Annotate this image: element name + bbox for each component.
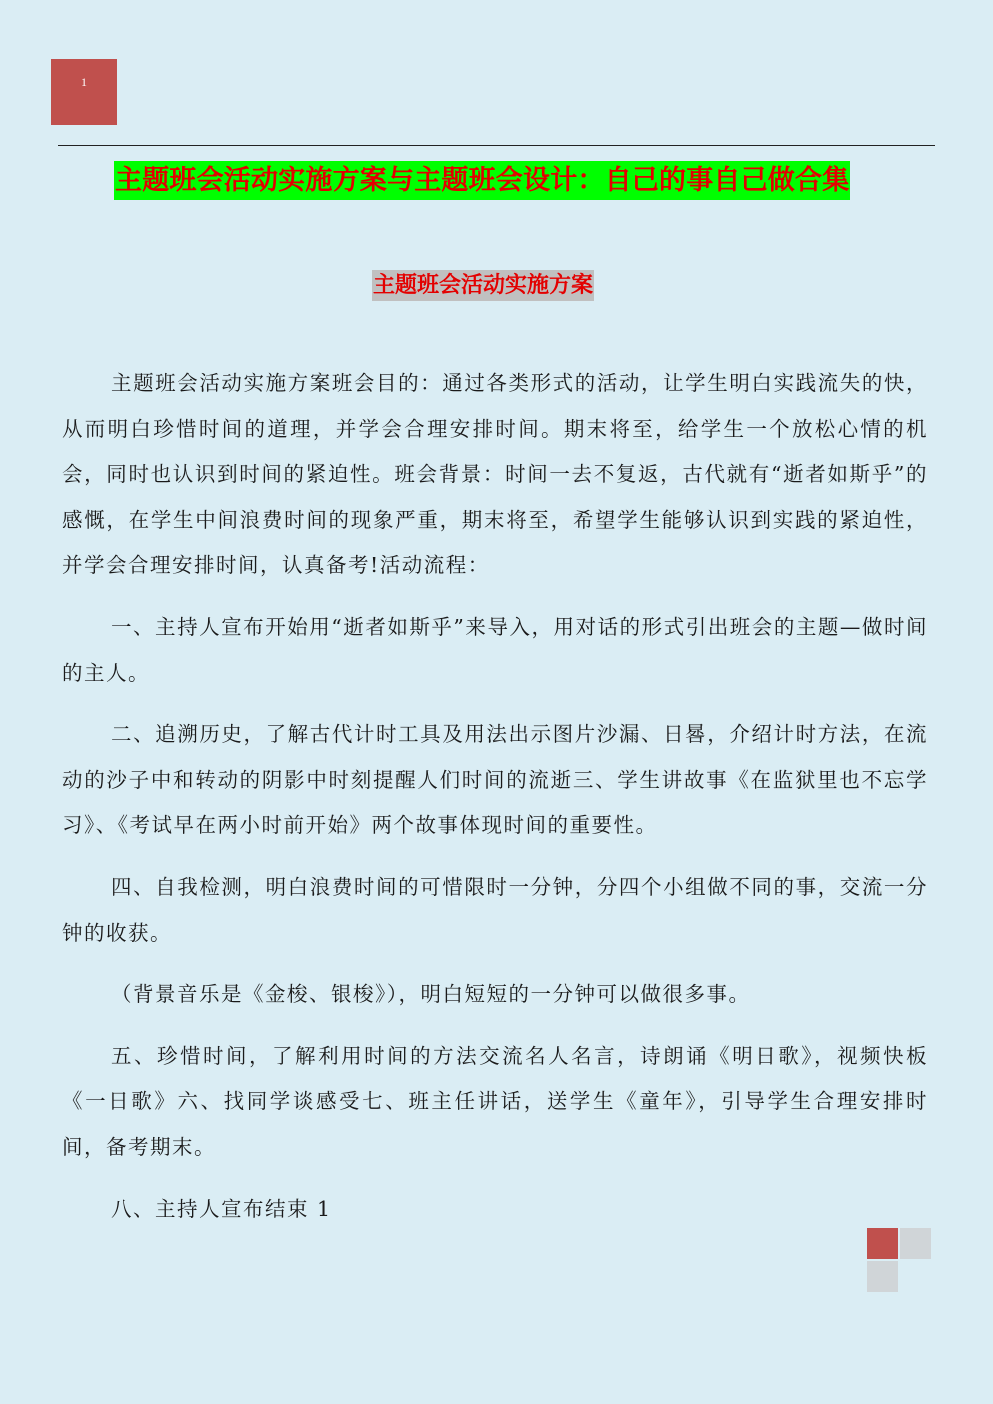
paragraph: 主题班会活动实施方案班会目的：通过各类形式的活动，让学生明白实践流失的快，从而明白珍惜时间的道理，并学会合理安排时间。期末将至，给学生一个放松心情的机会，同时也认识到时间的紧迫性。班会背景：时间一去不复返，古代就有“逝者如斯乎”的感慨，在学生中间浪费时间的现象严重，期末将至，希望学生能够认识到实践的紧迫性，并学会合理安排时间，认真备考!活动流程：: [62, 371, 928, 578]
document-body: [62, 361, 928, 1248]
paragraph: 五、珍惜时间，了解利用时间的方法交流名人名言，诗朗诵《明日歌》，视频快板《一日歌》六、找同学谈感受七、班主任讲话，送学生《童年》，引导学生合理安排时间，备考期末。: [62, 1043, 928, 1159]
paragraph: 二、追溯历史，了解古代计时工具及用法出示图片沙漏、日晷，介绍计时方法，在流动的沙子中和转动的阴影中时刻提醒人们时间的流逝三、学生讲故事《在监狱里也不忘学习》、《考试早在两小时前开始》两个故事体现时间的重要性。: [62, 722, 928, 838]
header-divider: [58, 145, 935, 146]
paragraph: 一、主持人宣布开始用“逝者如斯乎”来导入，用对话的形式引出班会的主题—做时间的主人。: [62, 614, 928, 685]
paragraph: 八、主持人宣布结束 1: [111, 1196, 332, 1221]
paragraph: （背景音乐是《金梭、银梭》），明白短短的一分钟可以做很多事。: [111, 982, 751, 1007]
section-title: 主题班会活动实施方案: [372, 270, 594, 301]
document-title: 主题班会活动实施方案与主题班会设计：自己的事自己做合集: [114, 161, 850, 200]
gray-square: [900, 1228, 931, 1259]
page-number-badge: [51, 59, 117, 125]
corner-decoration: [867, 1228, 933, 1294]
paragraph: 四、自我检测，明白浪费时间的可惜限时一分钟，分四个小组做不同的事，交流一分钟的收获。: [62, 874, 928, 945]
red-square: [867, 1228, 898, 1259]
gray-square: [867, 1261, 898, 1292]
page-number: 1: [81, 74, 87, 89]
